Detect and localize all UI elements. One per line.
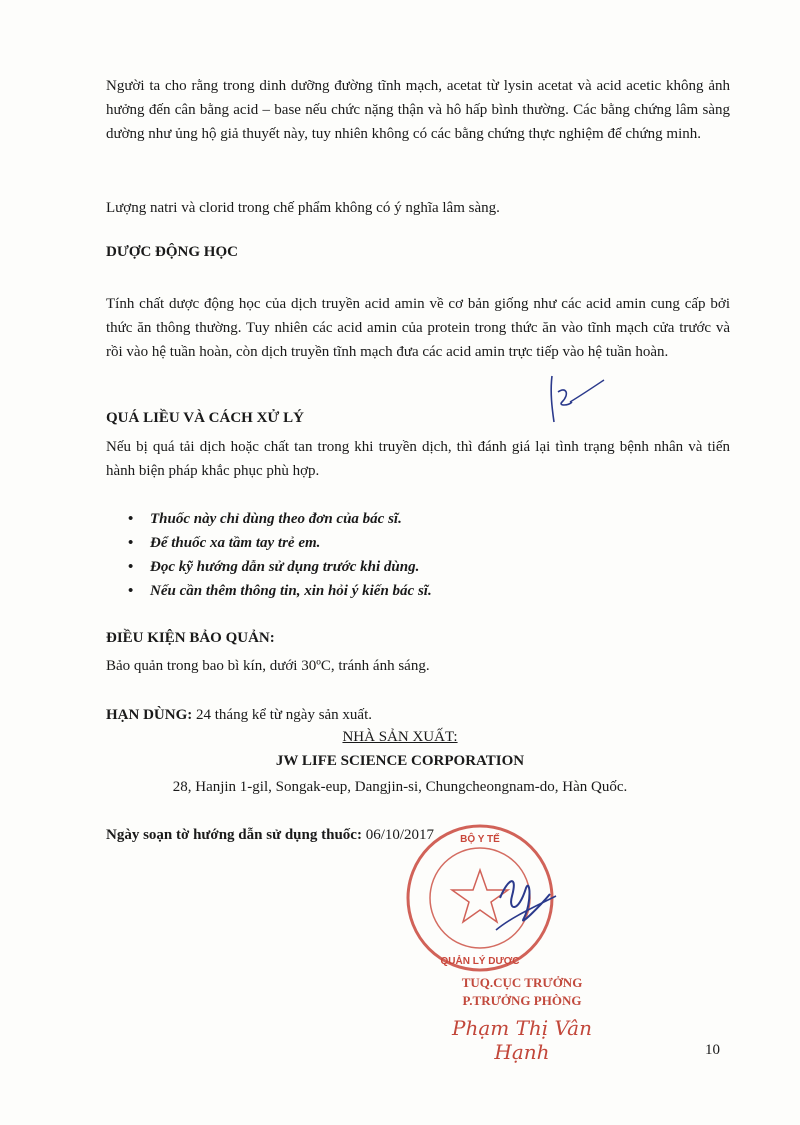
page-number: 10 [705, 1042, 720, 1058]
compiled-date-label: Ngày soạn tờ hướng dẫn sử dụng thuốc: [106, 827, 362, 843]
initials-mark [540, 372, 610, 428]
official-stamp-icon [400, 818, 560, 978]
warning-item: • Để thuốc xa tầm tay trẻ em. [128, 531, 432, 555]
signatory-title-1: TUQ.CỤC TRƯỞNG [461, 975, 583, 990]
paragraph-overdose: Nếu bị quá tải dịch hoặc chất tan trong khi truyền dịch, thì đánh giá lại tình trạng bệnh nhân và tiến hành biện pháp khắc phục phù hợp. [106, 439, 730, 479]
shelf-life-value: 24 tháng kể từ ngày sản xuất. [192, 707, 373, 723]
compiled-date-value: 06/10/2017 [361, 827, 435, 843]
manufacturer-label: NHÀ SẢN XUẤT: [342, 729, 458, 745]
warning-item: • Đọc kỹ hướng dẫn sử dụng trước khi dùng. [128, 555, 432, 579]
manufacturer-address: 28, Hanjin 1-gil, Songak-eup, Dangjin-si, Chungcheongnam-do, Hàn Quốc. [172, 779, 628, 795]
signatory-title-2: P.TRƯỞNG PHÒNG [462, 993, 582, 1008]
warning-item: • Nếu cần thêm thông tin, xin hỏi ý kiến bác sĩ. [128, 579, 432, 603]
paragraph-storage: Bảo quản trong bao bì kín, dưới 30ºC, tránh ánh sáng. [106, 658, 430, 674]
warning-item: • Thuốc này chỉ dùng theo đơn của bác sĩ. [128, 507, 432, 531]
heading-pharmacokinetics: DƯỢC ĐỘNG HỌC [106, 244, 238, 260]
shelf-life-label: HẠN DÙNG: [106, 707, 193, 723]
paragraph-pharmacokinetics: Tính chất dược động học của dịch truyền acid amin về cơ bản giống như các acid amin cung cấp bởi thức ăn thông thường. Tuy nhiên các acid amin của protein trong thức ăn vào tĩnh mạch cửa trước và rồi vào hệ tuần hoàn, còn dịch truyền tĩnh mạch đưa các acid amin trực tiếp vào hệ tuần hoàn. [106, 296, 730, 360]
heading-overdose: QUÁ LIỀU VÀ CÁCH XỬ LÝ [106, 410, 304, 426]
paragraph-acid-base: Người ta cho rằng trong dinh dưỡng đường tĩnh mạch, acetat từ lysin acetat và acid acetic không ảnh hưởng đến cân bằng acid – base nếu chức nặng thận và hô hấp bình thường. Các bằng chứng lâm sàng dường như ủng hộ giả thuyết này, tuy nhiên không có các bằng chứng thực nghiệm để chứng minh. [106, 78, 730, 142]
signatory-name: Phạm Thị Vân Hạnh [452, 1016, 592, 1064]
shelf-life-line [106, 703, 730, 727]
warnings-list [128, 507, 432, 603]
heading-storage: ĐIỀU KIỆN BẢO QUẢN: [106, 630, 275, 646]
manufacturer-name: JW LIFE SCIENCE CORPORATION [275, 753, 525, 769]
stamp-bottom-text: QUẢN LÝ DƯỢC [440, 956, 520, 967]
stamp-top-text: BỘ Y TẾ [460, 834, 500, 845]
paragraph-sodium-chloride: Lượng natri và clorid trong chế phẩm không có ý nghĩa lâm sàng. [106, 200, 500, 216]
